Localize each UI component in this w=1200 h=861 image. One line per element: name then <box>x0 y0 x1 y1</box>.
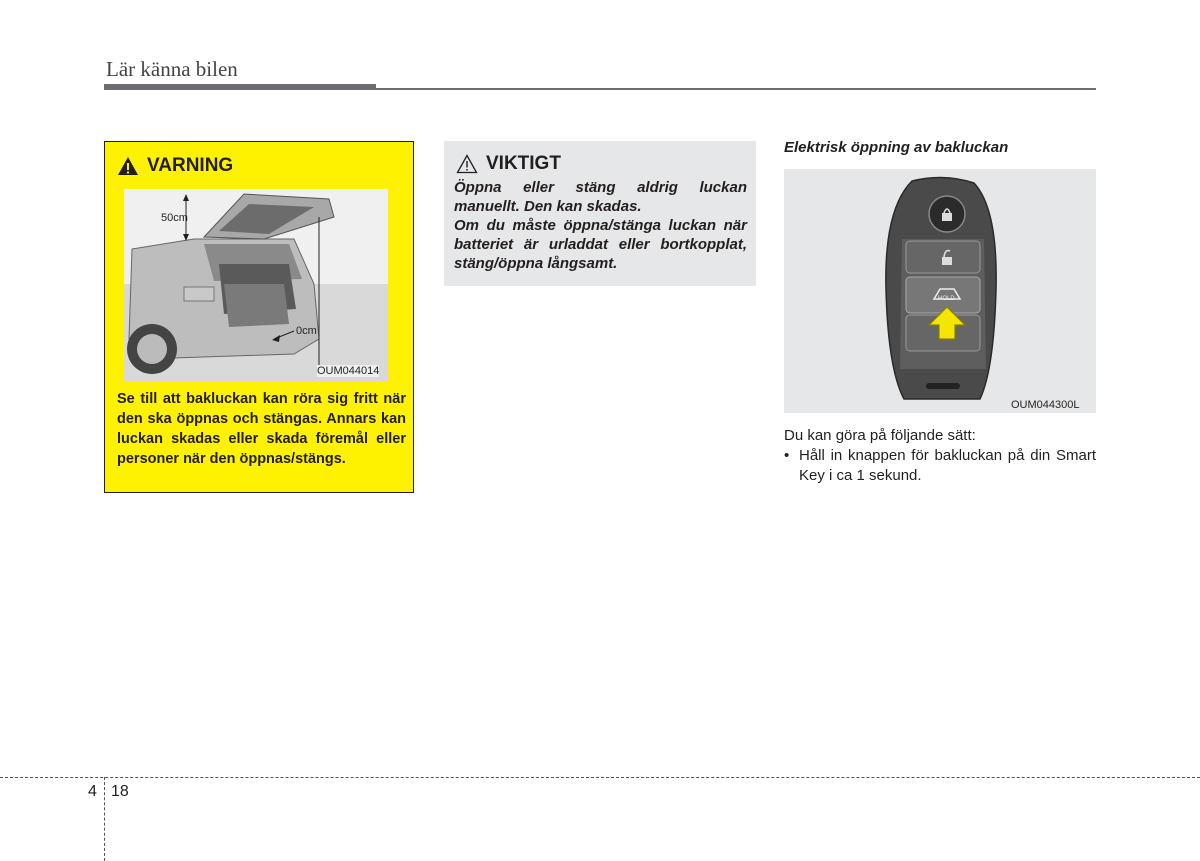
smart-key-figure <box>784 169 1096 413</box>
header-rule-thick <box>104 84 376 90</box>
instruction-intro: Du kan göra på följande sätt: <box>784 427 976 444</box>
page-number: 18 <box>111 783 129 800</box>
tailgate-clearance-figure <box>124 189 388 381</box>
important-paragraph: Öppna eller stäng aldrig luckan manuellt. Den kan skadas. <box>454 179 747 215</box>
footer-rule <box>0 777 1200 778</box>
section-heading: Elektrisk öppning av bakluckan <box>784 139 1009 156</box>
chapter-number: 4 <box>88 783 97 800</box>
warning-text: Se till att bakluckan kan röra sig fritt när den ska öppnas och stängas. Annars kan luckan skadas eller skada föremål eller personer när den öppnas/stängs. <box>117 391 406 467</box>
important-paragraph: Om du måste öppna/stänga luckan när batteriet är urladdat eller bortkopplat, stäng/öppna långsamt. <box>454 217 747 272</box>
instruction-bullet <box>784 446 1096 486</box>
important-box <box>444 141 756 286</box>
warning-box <box>104 141 414 493</box>
page-header-title: Lär känna bilen <box>106 57 238 81</box>
warning-figure-code: OUM044014 <box>317 365 380 377</box>
bullet-text: Håll in knappen för bakluckan på din Smart Key i ca 1 sekund. <box>799 447 1096 484</box>
important-title: VIKTIGT <box>486 153 561 174</box>
key-button-label: HOLD <box>938 296 955 302</box>
caution-triangle-icon <box>456 154 478 174</box>
dimension-label-top: 50cm <box>161 212 188 224</box>
bullet-mark: • <box>784 447 790 464</box>
warning-heading <box>117 155 233 177</box>
key-figure-code: OUM044300L <box>1011 399 1080 411</box>
header-rule-thin <box>376 88 1096 90</box>
dimension-label-bottom: 0cm <box>296 325 317 337</box>
important-heading <box>456 153 561 175</box>
important-text <box>454 178 747 273</box>
instruction-text <box>784 426 1096 486</box>
smart-key-illustration <box>784 169 1096 413</box>
footer-divider <box>104 777 105 861</box>
warning-title: VARNING <box>147 155 234 176</box>
warning-triangle-icon <box>117 156 139 176</box>
